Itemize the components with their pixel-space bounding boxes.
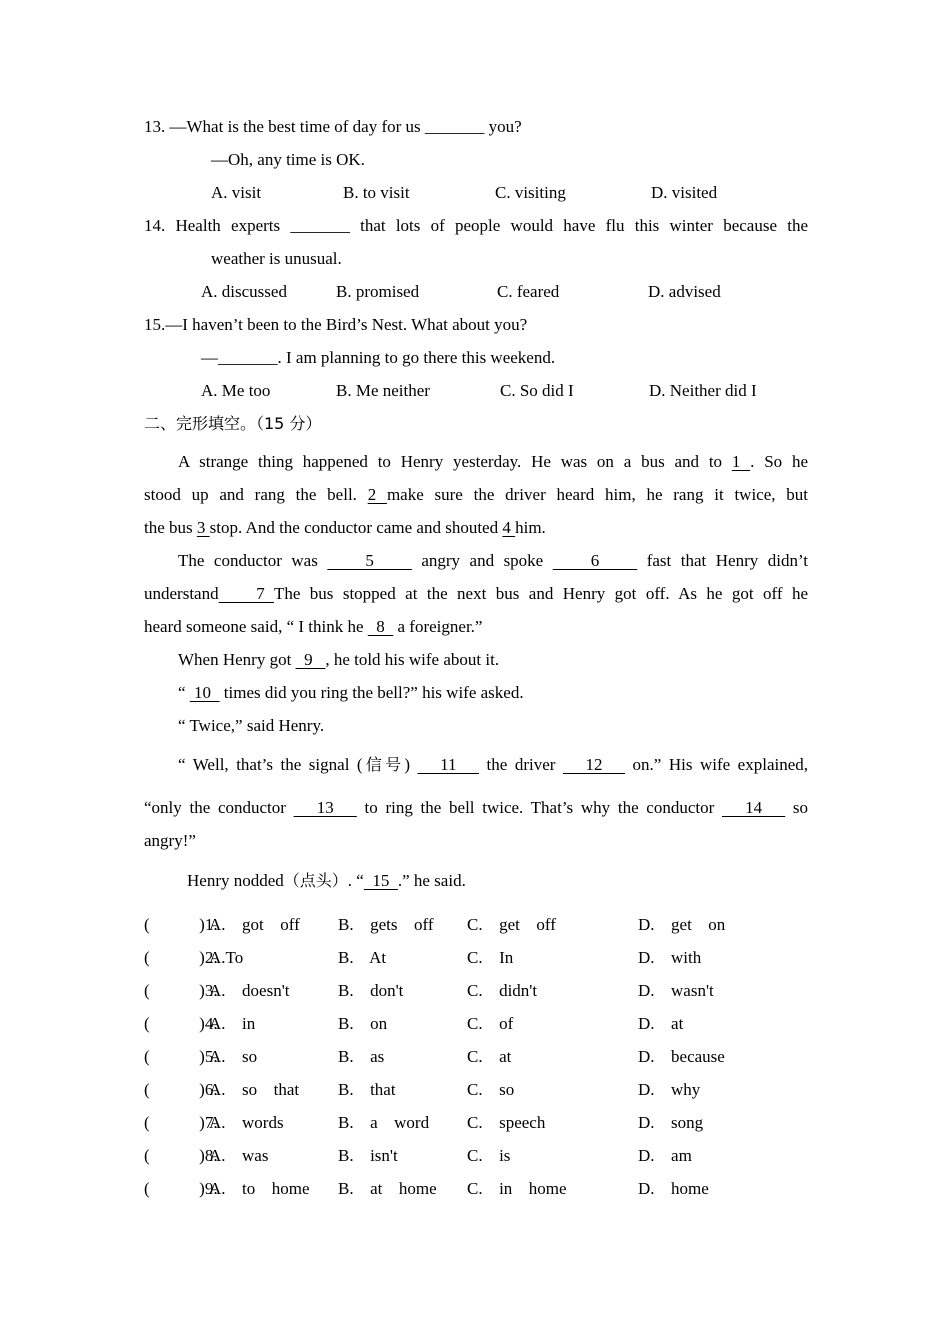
blank-11: 11 — [417, 755, 480, 774]
answer-row — [0, 1113, 950, 1133]
answer-option-a: A. so — [209, 1047, 258, 1066]
blank-1: 1 — [731, 452, 751, 471]
answer-option-a: A. was — [209, 1146, 269, 1165]
blank-15: 15 — [363, 871, 398, 890]
answer-row — [0, 1014, 950, 1034]
answer-option-a: A. to home — [209, 1179, 310, 1198]
answer-option-b: B. at home — [338, 1179, 437, 1198]
q13-option-a: A. visit — [211, 183, 262, 202]
answer-number: ( )1. — [144, 915, 218, 934]
passage-p3: When Henry got 9 , he told his wife about it. — [178, 650, 500, 669]
answer-row — [0, 1179, 950, 1199]
answer-option-b: B. on — [338, 1014, 388, 1033]
blank-9: 9 — [295, 650, 326, 669]
blank-7: 7 — [218, 584, 274, 603]
blank-6: 6 — [552, 551, 638, 570]
answer-option-c: C. didn't — [467, 981, 538, 1000]
passage-p1-line2: stood up and rang the bell. 2 make sure the driver heard him, he rang it twice, but — [144, 485, 809, 504]
answer-option-d: D. wasn't — [638, 981, 714, 1000]
q13-option-d: D. visited — [651, 183, 718, 202]
answer-option-c: C. of — [467, 1014, 514, 1033]
answer-option-a: A. words — [209, 1113, 284, 1132]
answer-option-b: B. a word — [338, 1113, 430, 1132]
passage-p6-line3: angry!” — [144, 831, 196, 850]
passage-p7: Henry nodded（点头）. “ 15 .” he said. — [187, 871, 466, 890]
passage-p1-line3: the bus 3 stop. And the conductor came and shouted 4 him. — [144, 518, 546, 537]
passage-p6-line2: “only the conductor 13 to ring the bell twice. That’s why the conductor 14 so — [144, 798, 809, 817]
q13-reply: —Oh, any time is OK. — [211, 150, 365, 169]
q14-option-c: C. feared — [497, 282, 560, 301]
answer-option-b: B. as — [338, 1047, 385, 1066]
answer-option-b: B. isn't — [338, 1146, 398, 1165]
q14-option-b: B. promised — [336, 282, 420, 301]
answer-option-c: C. In — [467, 948, 514, 967]
q15-stem: 15.—I haven’t been to the Bird’s Nest. What about you? — [144, 315, 528, 334]
q13-stem: 13. —What is the best time of day for us _______ you? — [144, 117, 522, 136]
answer-option-d: D. home — [638, 1179, 709, 1198]
answer-number: ( )9. — [144, 1179, 218, 1198]
blank-8: 8 — [367, 617, 394, 636]
blank-12: 12 — [562, 755, 626, 774]
q15-reply: —_______. I am planning to go there this weekend. — [201, 348, 556, 367]
answer-row — [0, 948, 950, 968]
q14-stem-line2: weather is unusual. — [211, 249, 342, 268]
passage-p1-line1: A strange thing happened to Henry yesterday. He was on a bus and to 1 . So he — [178, 452, 808, 471]
blank-10: 10 — [189, 683, 220, 702]
q14-option-a: A. discussed — [201, 282, 287, 301]
answer-number: ( )8. — [144, 1146, 218, 1165]
blank-5: 5 — [327, 551, 412, 570]
answer-option-c: C. at — [467, 1047, 512, 1066]
answer-row — [0, 1146, 950, 1166]
section-heading: 二、完形填空。（15 分） — [144, 414, 322, 433]
answer-option-d: D. get on — [638, 915, 726, 934]
q15-option-d: D. Neither did I — [649, 381, 757, 400]
answer-option-d: D. song — [638, 1113, 704, 1132]
answer-number: ( )3. — [144, 981, 218, 1000]
answer-option-b: B. that — [338, 1080, 396, 1099]
answer-row — [0, 1080, 950, 1100]
q15-option-a: A. Me too — [201, 381, 271, 400]
answer-option-d: D. because — [638, 1047, 725, 1066]
answer-option-a: A. got off — [209, 915, 300, 934]
q13-option-b: B. to visit — [343, 183, 410, 202]
answer-option-b: B. gets off — [338, 915, 434, 934]
q14-stem-line1: 14. Health experts _______ that lots of people would have flu this winter because the — [144, 216, 808, 235]
blank-4: 4 — [502, 518, 516, 537]
passage-p2-line1: The conductor was 5 angry and spoke 6 fast that Henry didn’t — [178, 551, 809, 570]
q13-option-c: C. visiting — [495, 183, 566, 202]
answer-option-b: B. At — [338, 948, 387, 967]
blank-3: 3 — [196, 518, 210, 537]
answer-option-c: C. is — [467, 1146, 511, 1165]
passage-p5: “ Twice,” said Henry. — [178, 716, 325, 735]
answer-number: ( )7. — [144, 1113, 218, 1132]
answer-option-d: D. with — [638, 948, 702, 967]
blank-13: 13 — [293, 798, 357, 817]
answer-option-d: D. why — [638, 1080, 701, 1099]
answer-option-a: A. doesn't — [209, 981, 290, 1000]
blank-14: 14 — [722, 798, 786, 817]
answer-option-c: C. get off — [467, 915, 556, 934]
answer-option-d: D. am — [638, 1146, 692, 1165]
q15-option-c: C. So did I — [500, 381, 574, 400]
answer-option-a: A. so that — [209, 1080, 300, 1099]
passage-p2-line2: understand 7 The bus stopped at the next bus and Henry got off. As he got off he — [144, 584, 808, 603]
answer-option-a: A. in — [209, 1014, 256, 1033]
answer-number: ( )2. — [144, 948, 218, 967]
passage-p6-line1: “ Well, that’s the signal (信号) 11 the driver 12 on.” His wife explained, — [178, 755, 809, 774]
answer-option-c: C. so — [467, 1080, 515, 1099]
answer-option-c: C. in home — [467, 1179, 567, 1198]
answer-number: ( )4. — [144, 1014, 218, 1033]
passage-p2-line3: heard someone said, “ I think he 8 a foreigner.” — [144, 617, 483, 636]
answer-number: ( )6. — [144, 1080, 218, 1099]
answer-row — [0, 1047, 950, 1067]
answer-option-a: A.To — [209, 948, 244, 967]
blank-2: 2 — [367, 485, 387, 504]
answer-option-b: B. don't — [338, 981, 404, 1000]
answer-row — [0, 981, 950, 1001]
q14-option-d: D. advised — [648, 282, 721, 301]
answer-option-c: C. speech — [467, 1113, 546, 1132]
passage-p4: “ 10 times did you ring the bell?” his wife asked. — [178, 683, 524, 702]
answer-row — [0, 915, 950, 935]
q15-option-b: B. Me neither — [336, 381, 430, 400]
answer-option-d: D. at — [638, 1014, 684, 1033]
answer-number: ( )5. — [144, 1047, 218, 1066]
